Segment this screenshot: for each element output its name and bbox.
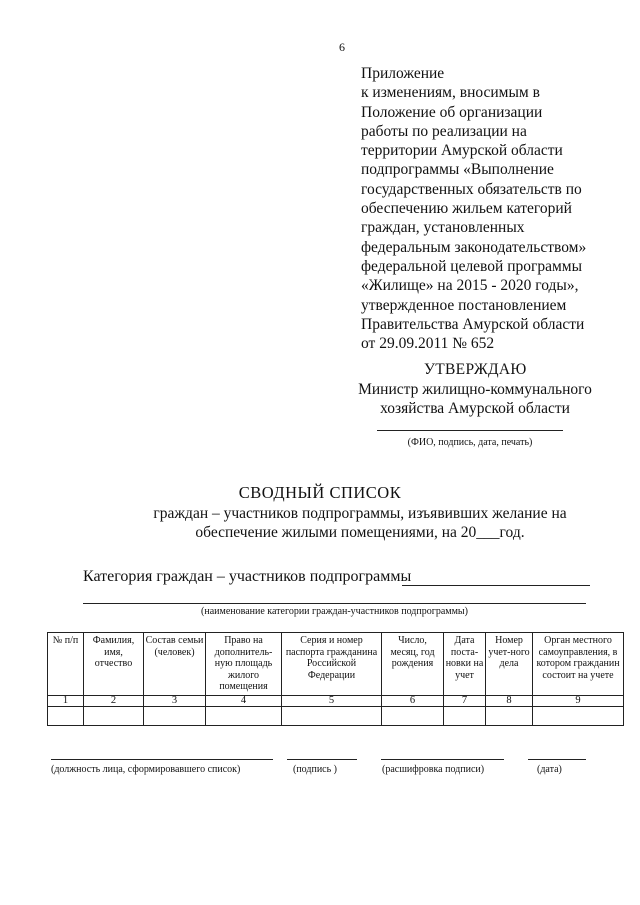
table-header-cell: Число, месяц, год рождения	[382, 633, 444, 696]
column-number: 5	[282, 695, 382, 706]
table-header-cell: Состав семьи (человек)	[144, 633, 206, 696]
approval-role-line: хозяйства Амурской области	[380, 400, 570, 417]
date-line	[528, 759, 586, 760]
table-cell	[486, 706, 533, 725]
category-label: Категория граждан – участников подпрограммы	[83, 568, 412, 585]
table-cell	[382, 706, 444, 725]
table-header-cell: Право на дополнитель-ную площадь жилого помещения	[206, 633, 282, 696]
appendix-block	[361, 64, 611, 353]
appendix-line: территории Амурской области	[361, 142, 563, 160]
decoding-caption: (расшифровка подписи)	[382, 764, 485, 775]
signature-line	[377, 430, 563, 431]
appendix-line: Правительства Амурской области	[361, 315, 585, 333]
appendix-line: утвержденное постановлением	[361, 296, 567, 314]
appendix-line: федеральной целевой программы	[361, 257, 583, 275]
column-number: 9	[533, 695, 624, 706]
column-number: 7	[444, 695, 486, 706]
signature-caption: (ФИО, подпись, дата, печать)	[407, 437, 533, 448]
table-header-cell: Дата поста-новки на учет	[444, 633, 486, 696]
approval-role-line: Министр жилищно-коммунального	[358, 381, 592, 398]
appendix-line: подпрограммы «Выполнение	[361, 161, 554, 179]
position-line	[51, 759, 273, 760]
table-cell	[48, 706, 84, 725]
table-row	[48, 706, 624, 725]
appendix-line: Положение об организации	[361, 103, 543, 121]
table-cell	[144, 706, 206, 725]
table-header-cell: Номер учет-ного дела	[486, 633, 533, 696]
signature-field-line	[287, 759, 357, 760]
date-caption: (дата)	[537, 764, 562, 775]
page-number: 6	[339, 40, 345, 54]
table-cell	[206, 706, 282, 725]
category-fill-line	[83, 603, 586, 604]
column-number: 8	[486, 695, 533, 706]
citizens-table	[47, 632, 624, 726]
table-header-cell: № п/п	[48, 633, 84, 696]
column-number: 6	[382, 695, 444, 706]
table-cell	[282, 706, 382, 725]
document-subtitle	[80, 504, 640, 542]
document-title: СВОДНЫЙ СПИСОК	[238, 483, 402, 502]
category-caption: (наименование категории граждан-участников подпрограммы)	[201, 606, 468, 617]
table-header-cell: Фамилия, имя, отчество	[84, 633, 144, 696]
column-number: 1	[48, 695, 84, 706]
table-cell	[533, 706, 624, 725]
column-number: 3	[144, 695, 206, 706]
column-number: 4	[206, 695, 282, 706]
column-number: 2	[84, 695, 144, 706]
table-header-row	[48, 633, 624, 696]
appendix-line: граждан, установленных	[361, 219, 525, 237]
appendix-line: работы по реализации на	[361, 122, 527, 140]
position-caption: (должность лица, сформировавшего список)	[51, 764, 241, 775]
signature-field-caption: (подпись )	[293, 764, 338, 775]
appendix-line: к изменениям, вносимым в	[361, 84, 540, 102]
appendix-line: федеральным законодательством»	[361, 238, 587, 256]
approval-role	[330, 380, 620, 418]
decoding-line	[381, 759, 504, 760]
table-cell	[444, 706, 486, 725]
appendix-line: Приложение	[361, 65, 445, 82]
approval-title: УТВЕРЖДАЮ	[424, 361, 527, 378]
appendix-line: государственных обязательств по	[361, 180, 582, 198]
subtitle-line: обеспечение жилыми помещениями, на 20___год.	[195, 524, 525, 541]
appendix-line: обеспечению жильем категорий	[361, 200, 572, 218]
table-header-cell: Серия и номер паспорта гражданина Российской Федерации	[282, 633, 382, 696]
appendix-line: от 29.09.2011 № 652	[361, 335, 495, 353]
category-fill-line	[402, 585, 590, 586]
appendix-line: «Жилище» на 2015 - 2020 годы»,	[361, 277, 579, 295]
table-cell	[84, 706, 144, 725]
subtitle-line: граждан – участников подпрограммы, изъявивших желание на	[153, 505, 567, 522]
table-header-cell: Орган местного самоуправления, в котором гражданин состоит на учете	[533, 633, 624, 696]
table-number-row	[48, 695, 624, 706]
